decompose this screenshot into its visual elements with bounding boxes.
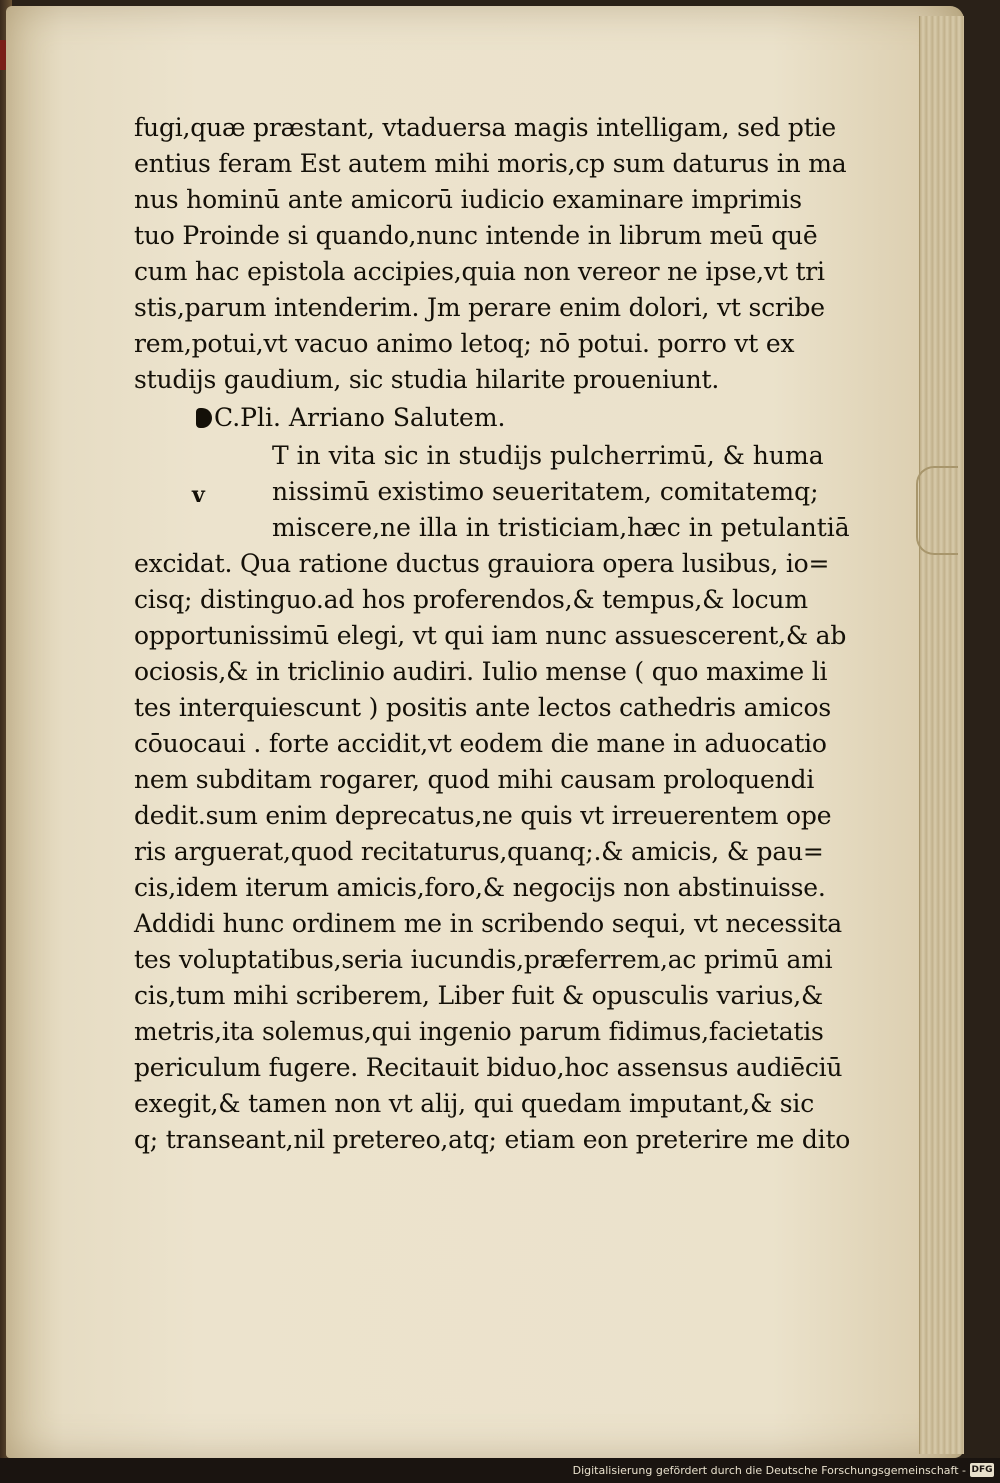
text-line: T in vita sic in studijs pulcherrimū, & huma xyxy=(272,441,824,470)
text-line: entius feram Est autem mihi moris,cp sum daturus in ma xyxy=(134,149,847,178)
paragraph-two xyxy=(134,546,851,1158)
text-line: cisq; distinguo.ad hos proferendos,& tempus,& locum xyxy=(134,585,808,614)
text-line: cis,tum mihi scriberem, Liber fuit & opusculis varius,& xyxy=(134,981,824,1010)
text-line: exegit,& tamen non vt alij, qui quedam imputant,& sic xyxy=(134,1089,815,1118)
text-line: nem subditam rogarer, quod mihi causam proloquendi xyxy=(134,765,815,794)
text-line: rem,potui,vt vacuo animo letoq; nō potui. porro vt ex xyxy=(134,329,795,358)
text-line: tuo Proinde si quando,nunc intende in librum meū quē xyxy=(134,221,818,250)
text-line: cum hac epistola accipies,quia non vereor ne ipse,vt tri xyxy=(134,257,825,286)
text-line: opportunissimū elegi, vt qui iam nunc assuescerent,& ab xyxy=(134,621,847,650)
text-line: excidat. Qua ratione ductus grauiora opera lusibus, io= xyxy=(134,549,830,578)
text-line: tes interquiescunt ) positis ante lectos cathedris amicos xyxy=(134,693,831,722)
page-fold-mark xyxy=(916,466,958,555)
text-line: dedit.sum enim deprecatus,ne quis vt irreuerentem ope xyxy=(134,801,832,830)
text-line: ociosis,& in triclinio audiri. Iulio mense ( quo maxime li xyxy=(134,657,828,686)
pilcrow-icon xyxy=(196,408,212,428)
text-line: nus hominū ante amicorū iudicio examinare imprimis xyxy=(134,185,802,214)
drop-cap-block xyxy=(134,438,850,546)
text-line: stis,parum intenderim. Jm perare enim dolori, vt scribe xyxy=(134,293,825,322)
text-line: tes voluptatibus,seria iucundis,præferrem,ac primū ami xyxy=(134,945,833,974)
digitization-credit: Digitalisierung gefördert durch die Deutsche Forschungsgemeinschaft - xyxy=(572,1464,966,1477)
letter-heading xyxy=(134,398,794,438)
text-line: cōuocaui . forte accidit,vt eodem die mane in aduocatio xyxy=(134,729,827,758)
page-edges xyxy=(919,16,964,1454)
text-line: ris arguerat,quod recitaturus,quanq;.& amicis, & pau= xyxy=(134,837,824,866)
letter-heading-text: C.Pli. Arriano Salutem. xyxy=(214,403,506,432)
text-line: fugi,quæ præstant, vtaduersa magis intelligam, sed ptie xyxy=(134,113,836,142)
text-line: studijs gaudium, sic studia hilarite proueniunt. xyxy=(134,365,720,394)
guide-letter: v xyxy=(192,482,205,508)
text-line: miscere,ne illa in tristiciam,hæc in petulantiā xyxy=(272,513,850,542)
dfg-logo-icon: DFG xyxy=(971,1465,993,1475)
text-line: periculum fugere. Recitauit biduo,hoc assensus audiēciū xyxy=(134,1053,843,1082)
text-line: metris,ita solemus,qui ingenio parum fidimus,facietatis xyxy=(134,1017,824,1046)
page-text xyxy=(134,110,851,1158)
text-line: nissimū existimo seueritatem, comitatemq; xyxy=(272,477,819,506)
paragraph-one xyxy=(134,110,847,398)
text-line: Addidi hunc ordinem me in scribendo sequi, vt necessita xyxy=(134,909,843,938)
text-line: cis,idem iterum amicis,foro,& negocijs non abstinuisse. xyxy=(134,873,826,902)
text-line: q; transeant,nil pretereo,atq; etiam eon preterire me dito xyxy=(134,1125,851,1154)
